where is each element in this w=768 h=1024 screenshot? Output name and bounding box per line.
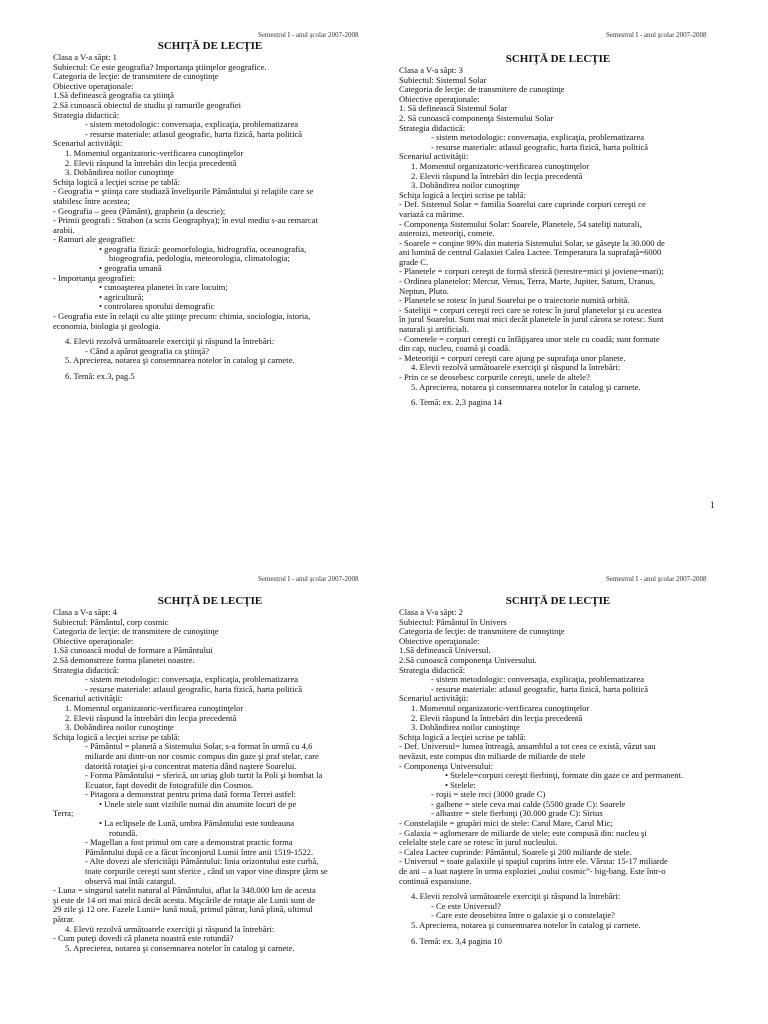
text-line: miliarde ani dintr-un nor cosmic compus din gaze şi praf stelar, care (85, 751, 319, 761)
header-bottom-left: Semestrul I - anul şcolar 2007-2008 (258, 575, 359, 583)
text-line: Subiectul: Pământul în Univers (399, 617, 507, 627)
text-line: şi este de 14 ori mai mică decât acesta. Mişcările de rotaţie ale Lunii sunt de (53, 895, 316, 905)
text-line: - Pământul = planetă a Sistemului Solar, s-a format în urmă cu 4,6 (85, 742, 313, 752)
text-line: • Unele stele sunt vizibile numai din anumite locuri de pe (99, 799, 297, 809)
text-line: 6. Temă: ex.3, pag.5 (65, 372, 135, 381)
text-line: Scenariul activităţii: (399, 152, 469, 162)
text-line: 1.Să cunoască modul de formare a Pământului (53, 646, 213, 656)
text-line: Strategia didactică: (53, 665, 120, 675)
text-line: 3. Dobândirea noilor cunoştinţe (411, 723, 520, 733)
lesson-title: SCHIŢĂ DE LECŢIE (157, 595, 263, 607)
text-line: - resurse materiale: atlasul geografic, harta fizică, harta politică (431, 142, 649, 152)
text-line: - Ordinea planetelor: Mercur, Venus, Terra, Marte, Jupiter, Saturn, Uranus, (399, 277, 656, 287)
text-line: - Ce este Universul? (431, 901, 501, 911)
text-line: • Stelele: (445, 780, 476, 790)
text-line: 2. Să cunoască componenţa Sistemului Solar (399, 113, 554, 123)
text-line: Schiţa logică a lecţiei scrise pe tablă: (53, 177, 180, 187)
text-line: - Geografia = ştiinţa care studiază învelişurile Pământului şi relaţiile care se (53, 187, 314, 197)
text-line: - sistem metodologic: conversaţia, explicaţia, problematizarea (431, 133, 645, 143)
lesson-title: SCHIŢĂ DE LECŢIE (505, 53, 611, 65)
text-line: 6. Temă: ex. 3,4 pagina 10 (411, 936, 502, 946)
text-line: în jurul Soarelui. Sunt mai mici decât planetele în jurul cărora se rotesc. Sunt (399, 315, 664, 325)
text-line: Subiectul: Pământul, corp cosmic (53, 617, 169, 627)
lesson-plan-week-1 (53, 40, 367, 382)
text-line: Schiţa logică a lecţiei scrise pe tablă: (399, 732, 526, 742)
text-line: - Importanţa geografiei: (53, 273, 136, 283)
text-line: 5. Aprecierea, notarea şi consemnarea notelor în catalog şi carnete. (65, 943, 295, 953)
text-line: • geografia fizică: geomorfologia, hidrografia, oceanografia, (99, 244, 307, 254)
text-line: 2.Să demonstreze forma planetei noastre. (53, 655, 195, 665)
text-line: Clasa a V-a săpt: 4 (53, 608, 117, 617)
text-line: 29 zile şi 12 ore. Fazele Lunii= lună nouă, primul pătrar, lună plină, ultimul (53, 905, 313, 915)
text-line: grade C. (399, 257, 429, 267)
text-line: Scenariul activităţii: (53, 694, 123, 704)
lesson-title: SCHIŢĂ DE LECŢIE (157, 40, 263, 52)
text-line: 1.Să definească geografia ca ştiinţă (53, 91, 174, 101)
header-top-right: Semestrul I - anul şcolar 2007-2008 (606, 31, 707, 39)
text-line: pătrar. (53, 915, 75, 924)
text-line: toate corpurile cereşti sunt sferice , când un vapor vine dinspre ţărm se (85, 867, 328, 877)
text-line: variază ca mărime. (399, 209, 465, 219)
lesson-plan-week-3 (399, 53, 717, 408)
text-line: din cap, nucleu, coamă şi coadă. (399, 344, 511, 354)
text-line: celelalte stele care se rotesc în jurul nucleului. (399, 838, 558, 848)
text-line: • cunoaşterea planetei în care locuim; (99, 283, 228, 293)
text-line: Categoria de lecţie: de transmitere de cunoştinţe (399, 627, 565, 637)
text-line: - Universul = toate galaxiile şi spaţiul cuprins între ele. Vârsta: 15-17 miliarde (399, 857, 668, 867)
text-line: - Prin ce se deosebesc corpurile cereşti, unele de altele? (399, 373, 590, 382)
text-line: - Def. Universul= lumea întreagă, ansamblul a tot ceea ce există, văzut sau (399, 742, 656, 752)
text-line: Categoria de lecţie: de transmitere de cunoştinţe (53, 72, 219, 82)
text-line: Clasa a V-a săpt: 2 (399, 608, 463, 617)
text-line: - Sateliţii = corpuri cereşti reci care se rotesc în jurul planetelor şi cu acestea (399, 305, 662, 315)
text-line: ani lumină de centrul Galaxiei Calea Lactee. Temperatura la suprafaţă=6000 (399, 248, 662, 258)
text-line: - Cometele = corpuri cereşti cu înfăţişarea unor stele cu coadă; sunt formate (399, 334, 660, 344)
text-line: 3. Dobândirea noilor cunoştinţe (65, 168, 174, 178)
text-line: 3. Dobândirea noilor cunoştinţe (411, 181, 520, 191)
text-line: continuă expansiune. (399, 876, 472, 886)
text-line: - Magellan a fost primul om care a demonstrat practic forma (85, 838, 293, 848)
header-bottom-right: Semestrul I - anul şcolar 2007-2008 (606, 575, 707, 583)
text-line: • agricultură; (99, 292, 144, 302)
text-line: stabilesc între acestea; (53, 196, 130, 206)
text-line: rotundă. (109, 828, 138, 838)
text-line: 4. Elevii rezolvă următoarele exerciţii şi răspund la întrebări: (411, 363, 621, 373)
header-top-left: Semestrul I - anul şcolar 2007-2008 (258, 31, 359, 39)
text-line: Neptun, Pluto. (399, 286, 449, 296)
text-line: Clasa a V-a săpt: 3 (399, 66, 463, 75)
text-line: biogeografia, pedologia, meteorologia, climatologia; (109, 254, 290, 264)
text-line: - sistem metodologic: conversaţia, explicaţia, problematizarea (85, 120, 299, 130)
text-line: 2. Elevii răspund la întrebări din lecţia precedentă (65, 713, 237, 723)
text-line: asteroizi, meteoriţi, comete. (399, 229, 495, 239)
text-line: Obiective operaţionale: (53, 636, 134, 646)
text-line: - Def. Sistemul Solar = familia Soarelui care cuprinde corpuri cereşti ce (399, 200, 646, 210)
text-line: - sistem metodologic: conversaţia, explicaţia, problematizarea (431, 675, 645, 685)
text-line: Subiectul: Sistemul Solar (399, 75, 487, 85)
text-line: - Ramuri ale geografiei: (53, 235, 136, 245)
text-line: Pământului după ce a făcut înconjorul Lumii între anii 1519-1522. (85, 847, 314, 857)
text-line: Terra; (53, 809, 74, 819)
lesson-body (53, 53, 367, 382)
text-line: • La eclipsele de Lună, umbra Pământului este totdeauna (99, 819, 295, 829)
text-line: - Componenţa Universului: (399, 761, 494, 771)
text-line: Categoria de lecţie: de transmitere de cunoştinţe (399, 85, 565, 95)
text-line: - resurse materiale: atlasul geografic, harta fizică, harta politică (85, 684, 303, 694)
text-line: 2. Elevii răspund la întrebări din lecţia precedentă (65, 158, 237, 168)
text-line: 1. Momentul organizatoric-verificarea cunoştinţelor (65, 703, 244, 713)
text-line: - Componenţa Sistemului Solar: Soarele, Planetele, 54 sateliţi naturali, (399, 219, 642, 229)
text-line: Obiective operaţionale: (53, 81, 134, 91)
text-line: 4. Elevii rezolvă următoarele exerciţii şi răspund la întrebări: (65, 924, 275, 934)
text-line: Schiţa logică a lecţiei scrise pe tablă: (399, 190, 526, 200)
text-line: 5. Aprecierea, notarea şi consemnarea notelor în catalog şi carnete. (411, 921, 641, 930)
text-line: - Forma Pământului = sferică, un uriaş glob turtit la Poli şi bombat la (85, 771, 323, 781)
text-line: • geografia umană (99, 264, 162, 274)
lesson-body (53, 608, 367, 953)
text-line: - Pitagora a demonstrat pentru prima dată forma Terrei astfel: (85, 790, 296, 800)
text-line: observă mai întâi catargul. (85, 876, 176, 886)
text-line: Strategia didactică: (399, 123, 466, 133)
text-line: 2. Elevii răspund la întrebări din lecţia precedentă (411, 171, 583, 181)
text-line: 5. Aprecierea, notarea şi consemnarea notelor în catalog şi carnete. (65, 356, 295, 366)
text-line: Clasa a V-a săpt: 1 (53, 53, 117, 62)
text-line: - Planetele se rotesc în jurul Soarelui pe o traiectorie numită orbită. (399, 296, 630, 306)
text-line: - Alte dovezi ale sfericităţii Pământului: linia orizontului este curbă, (85, 857, 319, 867)
text-line: 3. Dobândirea noilor cunoştinţe (65, 723, 174, 733)
page-number: 1 (710, 500, 715, 510)
text-line: - Cum puteţi dovedi că planeta noastră este rotundă? (53, 934, 234, 944)
text-line: economia, biologia şi geologia. (53, 321, 161, 331)
text-line: Obiective operaţionale: (399, 94, 480, 104)
text-line: • controlarea sporului demografic (99, 302, 215, 312)
text-line: 1. Momentul organizatoric-verificarea cunoştinţelor (411, 161, 590, 171)
text-line: - Galaxia = aglomerare de miliarde de stele; este compusă din: nucleu şi (399, 828, 647, 838)
lesson-plan-week-2 (399, 595, 717, 946)
text-line: naturali şi artificiali. (399, 325, 469, 335)
lesson-body (399, 608, 717, 946)
text-line: - Care este deosebirea între o galaxie şi o constelaţie? (431, 911, 615, 921)
lesson-body (399, 66, 717, 408)
text-line: - Geografia este în relaţii cu alte ştiinţe precum: chimia, sociologia, istoria, (53, 312, 311, 322)
text-line: 2.Să cunoască obiectul de studiu şi ramurile geografiei (53, 100, 242, 110)
text-line: 4. Elevii rezolvă următoarele exerciţii şi răspund la întrebări: (411, 892, 621, 902)
text-line: arabii. (53, 225, 75, 235)
text-line: - albastre = stele fierbinţi (30.000 grade C): Sirius (431, 809, 603, 819)
text-line: - Primii geografi : Strabon (a scris Geographya); în evul mediu s-au remarcat (53, 216, 318, 226)
text-line: - resurse materiale: atlasul geografic, harta fizică, harta politică (85, 129, 303, 139)
text-line: - Meteoriţii = corpuri cereşti care ajung pe suprafaţa unor planete. (399, 353, 626, 363)
lesson-plan-week-4 (53, 595, 367, 953)
text-line: de ani – a luat naştere în urma exploziei „oului cosmic”- big-bang. Este într-o (399, 867, 666, 877)
text-line: 2.Să cunoască componenţa Universului. (399, 655, 537, 665)
text-line: 1.Să definească Universul. (399, 646, 491, 656)
text-line: 4. Elevii rezolvă următoarele exerciţii şi răspund la întrebări: (65, 337, 275, 347)
text-line: Scenariul activităţii: (53, 139, 123, 149)
text-line: - Planetele = corpuri cereşti de formă sferică (terestre=mici şi joviene=mari); (399, 267, 664, 277)
text-line: 6. Temă: ex. 2,3 pagina 14 (411, 398, 502, 408)
text-line: - Soarele = conţine 99% din materia Sistemului Solar, se găseşte la 30.000 de (399, 238, 665, 248)
text-line: 1. Momentul organizatoric-verificarea cunoştinţelor (411, 703, 590, 713)
text-line: datorită rotaţiei şi-a concentrat materia dând naştere Soarelui. (85, 761, 297, 771)
text-line: Strategia didactică: (399, 665, 466, 675)
text-line: Obiective operaţionale: (399, 636, 480, 646)
text-line: Subiectul: Ce este geografia? Importanţa ştiinţelor geografice. (53, 62, 267, 72)
text-line: Categoria de lecţie: de transmitere de cunoştinţe (53, 627, 219, 637)
text-line: - galbene = stele ceva mai calde (5500 grade C): Soarele (431, 799, 626, 809)
text-line: 5. Aprecierea, notarea şi consemnarea notelor în catalog şi carnete. (411, 382, 641, 392)
text-line: - Constelaţiile = grupări mici de stele: Carul Mare, Carul Mic; (399, 819, 613, 829)
text-line: Scenariul activităţii: (399, 694, 469, 704)
text-line: - Când a apărut geografia ca ştiinţă? (85, 346, 210, 356)
text-line: Ecuator, fapt dovedit de fotografiile din Cosmos. (85, 780, 254, 790)
text-line: nevăzut, este compus din miliarde de miliarde de stele (399, 751, 586, 761)
text-line: Strategia didactică: (53, 110, 120, 120)
text-line: - resurse materiale: atlasul geografic, harta fizică, harta politică (431, 684, 649, 694)
text-line: - Luna = singurul satelit natural al Pământului, aflat la 348.000 km de acesta (53, 886, 316, 896)
text-line: 1. Să definească Sistemul Solar (399, 104, 508, 114)
lesson-title: SCHIŢĂ DE LECŢIE (505, 595, 611, 607)
text-line: • Stelele=corpuri cereşti fierbinţi, formate din gaze ce ard permanent. (445, 771, 684, 781)
text-line: - sistem metodologic: conversaţia, explicaţia, problematizarea (85, 675, 299, 685)
text-line: - Geografia – geea (Pământ), graphein (a descrie); (53, 206, 226, 216)
text-line: 2. Elevii răspund la întrebări din lecţia precedentă (411, 713, 583, 723)
text-line: - roşii = stele reci (3000 grade C) (431, 790, 546, 800)
text-line: 1. Momentul organizatoric-verificarea cunoştinţelor (65, 148, 244, 158)
text-line: Schiţa logică a lecţiei scrise pe tablă: (53, 732, 180, 742)
text-line: - Calea Lactee cuprinde: Pământul, Soarele şi 200 miliarde de stele. (399, 847, 632, 857)
